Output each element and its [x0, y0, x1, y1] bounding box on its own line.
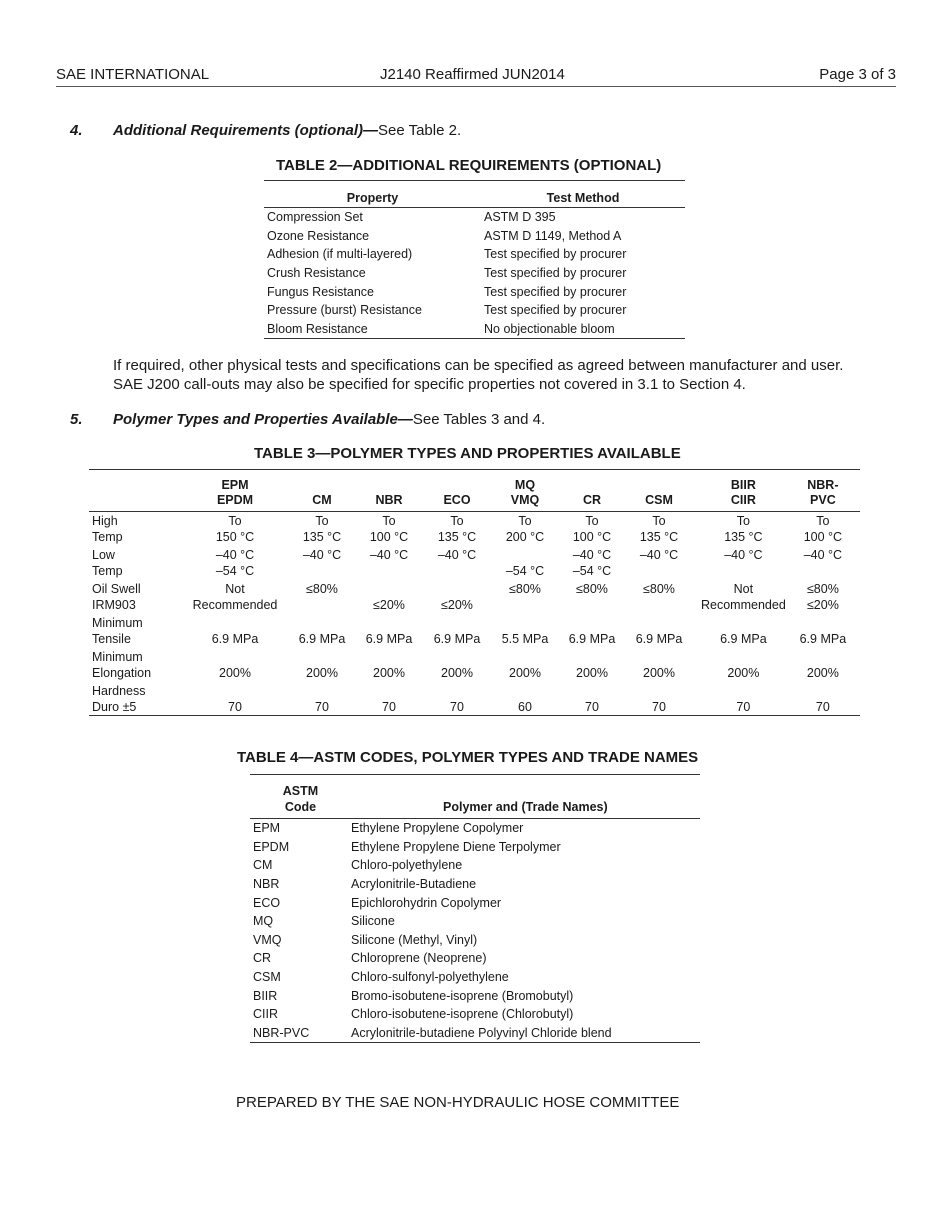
table-cell: [483, 545, 567, 563]
table-cell: [431, 579, 483, 597]
table-cell: [483, 613, 567, 631]
table-cell: 200%: [441, 666, 473, 680]
table-2-header-property: Property: [264, 181, 481, 208]
table-cell: ≤20%: [806, 598, 839, 612]
table-4-header-astm-code: [250, 775, 351, 819]
table-cell: –40 °C: [572, 547, 612, 562]
header-line: CR: [582, 493, 602, 507]
table-cell: [297, 597, 347, 614]
table-cell: To: [228, 513, 242, 528]
polymer-name-cell: Chloro-sulfonyl-polyethylene: [351, 970, 509, 985]
table-cell: 200%: [373, 666, 405, 680]
table-cell: Test specified by procurer: [484, 303, 627, 318]
table-cell: To: [816, 513, 830, 528]
row-label: Oil Swell: [92, 581, 141, 596]
table-cell: 70: [382, 700, 396, 714]
table-row: [264, 227, 685, 246]
table-cell: ≤20%: [441, 598, 473, 612]
table-cell: 135 °C: [639, 530, 679, 544]
table-cell: [347, 681, 431, 699]
table-cell: No objectionable bloom: [484, 321, 615, 336]
table-cell: 6.9 MPa: [568, 632, 616, 646]
table-cell: [431, 647, 483, 665]
row-label: Minimum: [92, 615, 143, 630]
table-cell: 100 °C: [369, 530, 409, 544]
table-cell: Fungus Resistance: [267, 284, 375, 299]
paragraph-line-1: If required, other physical tests and specifications can be specified as agreed between manufacturer and user.: [113, 357, 844, 374]
header-line: NBR: [375, 493, 403, 507]
astm-code-cell: MQ: [253, 914, 274, 929]
table-cell: Compression Set: [267, 210, 363, 225]
table-cell: [617, 563, 701, 580]
page-header: [56, 66, 896, 87]
table-cell: [701, 647, 786, 665]
table-cell: –40 °C: [302, 547, 342, 562]
table-row: [89, 681, 860, 699]
table-cell: [617, 681, 701, 699]
section-5-number: 5.: [70, 411, 83, 428]
polymer-name-cell: Chloroprene (Neoprene): [351, 951, 487, 966]
table-2-header-row: [264, 181, 685, 208]
table-cell: 6.9 MPa: [298, 632, 346, 646]
table-cell: 200%: [643, 666, 675, 680]
table-row: [89, 699, 860, 716]
table-cell: [297, 647, 347, 665]
table-cell: Test specified by procurer: [484, 247, 627, 262]
table-cell: 6.9 MPa: [365, 632, 413, 646]
header-line: EPDM: [216, 493, 254, 507]
table-cell: [786, 563, 860, 580]
table-row: [89, 597, 860, 614]
table-4: [250, 774, 700, 1043]
table-row: [89, 665, 860, 682]
polymer-name-cell: Acrylonitrile-butadiene Polyvinyl Chloride blend: [351, 1025, 612, 1040]
astm-code-cell: CSM: [253, 970, 281, 985]
table-cell: 6.9 MPa: [635, 632, 683, 646]
table-cell: [173, 613, 297, 631]
table-cell: [431, 563, 483, 580]
table-cell: [431, 613, 483, 631]
table-cell: 70: [585, 700, 599, 714]
header-page-number: Page 3 of 3: [819, 66, 896, 83]
row-label: Low: [92, 547, 115, 562]
table-cell: –54 °C: [215, 564, 255, 578]
table-cell: Test specified by procurer: [484, 284, 627, 299]
paragraph-line-2: SAE J200 call-outs may also be specified for specific properties not covered in 3.1 to Section 4.: [113, 376, 746, 393]
table-3-header-eco: [431, 470, 483, 512]
table-cell: 5.5 MPa: [501, 632, 549, 646]
table-cell: [701, 563, 786, 580]
table-cell: [297, 613, 347, 631]
table-row: [264, 264, 685, 283]
table-cell: [347, 579, 431, 597]
astm-code-cell: ECO: [253, 895, 281, 910]
table-cell: –40 °C: [369, 547, 409, 562]
table-cell: Recommended: [192, 598, 278, 612]
table-cell: [431, 681, 483, 699]
table-cell: 6.9 MPa: [720, 632, 767, 646]
table-cell: To: [382, 513, 396, 528]
header-line: CSM: [645, 493, 673, 507]
row-label: IRM903: [92, 598, 136, 612]
table-row: [264, 208, 685, 227]
table-row: [250, 912, 700, 931]
table-row: [250, 968, 700, 987]
table-row: [264, 320, 685, 339]
row-label: Temp: [92, 530, 123, 544]
table-cell: To: [585, 513, 599, 528]
table-row: [250, 1024, 700, 1043]
table-cell: [567, 613, 617, 631]
polymer-name-cell: Silicone: [351, 914, 395, 929]
row-label: Tensile: [92, 632, 131, 646]
table-3-header-blank: [89, 470, 173, 512]
table-row: [250, 893, 700, 912]
astm-code-cell: VMQ: [253, 932, 282, 947]
header-line: PVC: [810, 493, 836, 507]
table-cell: [297, 563, 347, 580]
table-cell: 135 °C: [437, 530, 477, 544]
table-row: [89, 613, 860, 631]
polymer-name-cell: Epichlorohydrin Copolymer: [351, 895, 502, 910]
table-row: [264, 245, 685, 264]
table-cell: [483, 597, 567, 614]
table-row: [89, 512, 860, 529]
body-paragraph: [113, 356, 893, 394]
table-cell: –40 °C: [724, 547, 763, 562]
table-row: [250, 931, 700, 950]
polymer-name-cell: Silicone (Methyl, Vinyl): [351, 932, 478, 947]
table-cell: 200%: [509, 666, 541, 680]
table-cell: To: [518, 513, 532, 528]
polymer-name-cell: Ethylene Propylene Copolymer: [351, 821, 524, 836]
header-line: ASTM: [282, 784, 319, 798]
table-cell: 135 °C: [724, 530, 763, 544]
section-4-number: 4.: [70, 122, 83, 139]
astm-code-cell: BIIR: [253, 988, 278, 1003]
table-cell: [297, 681, 347, 699]
header-line: NBR-: [807, 478, 839, 492]
astm-code-cell: EPDM: [253, 839, 290, 854]
astm-code-cell: NBR-PVC: [253, 1025, 310, 1040]
header-document-id: J2140 Reaffirmed JUN2014: [380, 66, 565, 83]
table-cell: 100 °C: [803, 530, 843, 544]
table-cell: ≤80%: [576, 581, 608, 596]
section-4-title: Additional Requirements (optional)—: [113, 122, 378, 139]
table-row: [89, 545, 860, 563]
row-label: High: [92, 513, 118, 528]
row-label: Minimum: [92, 649, 143, 664]
header-line: CM: [312, 493, 332, 507]
table-4-title: TABLE 4—ASTM CODES, POLYMER TYPES AND TRADE NAMES: [237, 749, 699, 766]
table-cell: [347, 613, 431, 631]
table-cell: ≤80%: [509, 581, 541, 596]
table-row: [250, 1005, 700, 1024]
table-4-header-polymer: Polymer and (Trade Names): [351, 775, 700, 819]
table-row: [250, 875, 700, 894]
header-line: BIIR: [730, 478, 756, 492]
table-row: [250, 986, 700, 1005]
table-row: [264, 301, 685, 320]
table-row: [250, 819, 700, 838]
table-cell: 200%: [306, 666, 338, 680]
table-row: [89, 631, 860, 648]
table-cell: ASTM D 395: [484, 210, 556, 225]
table-cell: Test specified by procurer: [484, 266, 627, 281]
table-cell: 70: [450, 700, 464, 714]
table-cell: 135 °C: [302, 530, 342, 544]
header-line: ECO: [443, 493, 471, 507]
table-cell: [701, 613, 786, 631]
table-4-header-row: [250, 775, 700, 819]
table-2: [264, 180, 685, 339]
table-cell: [617, 597, 701, 614]
table-cell: 6.9 MPa: [211, 632, 259, 646]
table-cell: –40 °C: [437, 547, 477, 562]
polymer-name-cell: Ethylene Propylene Diene Terpolymer: [351, 839, 561, 854]
table-cell: [567, 647, 617, 665]
table-cell: [786, 613, 860, 631]
table-row: [264, 282, 685, 301]
table-cell: 200%: [806, 666, 839, 680]
table-cell: –40 °C: [215, 547, 255, 562]
table-cell: [567, 597, 617, 614]
table-cell: Not: [733, 581, 754, 596]
table-cell: ≤20%: [373, 598, 405, 612]
table-cell: 150 °C: [215, 530, 255, 544]
table-cell: [786, 681, 860, 699]
table-cell: Bloom Resistance: [267, 321, 368, 336]
table-cell: 200 °C: [505, 530, 545, 544]
table-cell: [567, 681, 617, 699]
table-3-header-nbr-pvc: [786, 470, 860, 512]
astm-code-cell: NBR: [253, 877, 280, 892]
table-3-title: TABLE 3—POLYMER TYPES AND PROPERTIES AVAILABLE: [254, 445, 681, 462]
header-organization: SAE INTERNATIONAL: [56, 66, 210, 83]
astm-code-cell: EPM: [253, 821, 281, 836]
table-cell: 6.9 MPa: [799, 632, 847, 646]
table-cell: 70: [228, 700, 242, 714]
table-2-title: TABLE 2—ADDITIONAL REQUIREMENTS (OPTIONAL): [276, 157, 662, 174]
table-row: [250, 949, 700, 968]
table-3-header-nbr: [347, 470, 431, 512]
astm-code-cell: CM: [253, 858, 273, 873]
table-cell: 70: [315, 700, 329, 714]
astm-code-cell: CIIR: [253, 1007, 278, 1022]
table-3-header-row: [89, 470, 860, 512]
table-row: [89, 579, 860, 597]
table-cell: [347, 563, 431, 580]
header-line: Code: [284, 800, 317, 814]
table-row: [89, 647, 860, 665]
table-cell: [483, 647, 567, 665]
table-cell: Crush Resistance: [267, 266, 366, 281]
row-label: Duro ±5: [92, 700, 137, 714]
table-3: [89, 469, 860, 716]
section-5-title: Polymer Types and Properties Available—: [113, 411, 413, 428]
table-cell: Ozone Resistance: [267, 228, 370, 243]
polymer-name-cell: Bromo-isobutene-isoprene (Bromobutyl): [351, 988, 574, 1003]
table-cell: 200%: [219, 666, 251, 680]
table-cell: 70: [815, 700, 830, 714]
table-cell: –54 °C: [505, 564, 545, 578]
table-cell: –40 °C: [803, 547, 843, 562]
table-cell: 60: [518, 700, 532, 714]
table-cell: ≤80%: [806, 581, 839, 596]
table-cell: 70: [736, 700, 751, 714]
table-cell: [617, 613, 701, 631]
polymer-name-cell: Chloro-polyethylene: [351, 858, 463, 873]
table-cell: ≤80%: [306, 581, 338, 596]
section-4-text: See Table 2.: [378, 122, 462, 139]
header-line: EPM: [221, 478, 249, 492]
header-line: CIIR: [730, 493, 756, 507]
table-cell: [617, 647, 701, 665]
table-cell: Pressure (burst) Resistance: [267, 303, 422, 318]
polymer-name-cell: Acrylonitrile-Butadiene: [351, 877, 477, 892]
table-2-header-test-method: Test Method: [481, 181, 685, 208]
page-footer: PREPARED BY THE SAE NON-HYDRAULIC HOSE COMMITTEE: [236, 1094, 680, 1111]
table-cell: –40 °C: [639, 547, 679, 562]
table-cell: 200%: [727, 666, 760, 680]
table-cell: Adhesion (if multi-layered): [267, 247, 413, 262]
table-cell: [347, 647, 431, 665]
row-label: Elongation: [92, 666, 152, 680]
table-3-header-csm: [617, 470, 701, 512]
table-cell: To: [736, 513, 750, 528]
table-cell: [173, 647, 297, 665]
table-cell: To: [315, 513, 329, 528]
table-3-header-mq-vmq: [483, 470, 567, 512]
table-cell: 100 °C: [572, 530, 612, 544]
table-cell: Recommended: [701, 598, 786, 612]
table-cell: To: [652, 513, 666, 528]
table-cell: Not: [225, 581, 245, 596]
astm-code-cell: CR: [253, 951, 272, 966]
table-row: [250, 838, 700, 857]
table-row: [89, 563, 860, 580]
table-cell: 200%: [576, 666, 608, 680]
table-cell: [701, 681, 786, 699]
header-line: VMQ: [510, 493, 540, 507]
table-cell: To: [450, 513, 464, 528]
table-cell: ASTM D 1149, Method A: [484, 228, 622, 243]
table-cell: [173, 681, 297, 699]
table-cell: 6.9 MPa: [433, 632, 481, 646]
table-3-header-biir-ciir: [701, 470, 786, 512]
table-cell: [786, 647, 860, 665]
polymer-name-cell: Chloro-isobutene-isoprene (Chlorobutyl): [351, 1007, 574, 1022]
section-5-text: See Tables 3 and 4.: [412, 411, 546, 428]
table-cell: 70: [652, 700, 666, 714]
table-3-header-epm-epdm: [173, 470, 297, 512]
table-3-header-cm: [297, 470, 347, 512]
row-label: Temp: [92, 564, 123, 578]
row-label: Hardness: [92, 683, 146, 698]
header-line: MQ: [514, 478, 536, 492]
table-cell: ≤80%: [643, 581, 675, 596]
table-row: [89, 529, 860, 546]
table-row: [250, 856, 700, 875]
table-cell: –54 °C: [572, 564, 612, 578]
table-cell: [483, 681, 567, 699]
table-3-header-cr: [567, 470, 617, 512]
